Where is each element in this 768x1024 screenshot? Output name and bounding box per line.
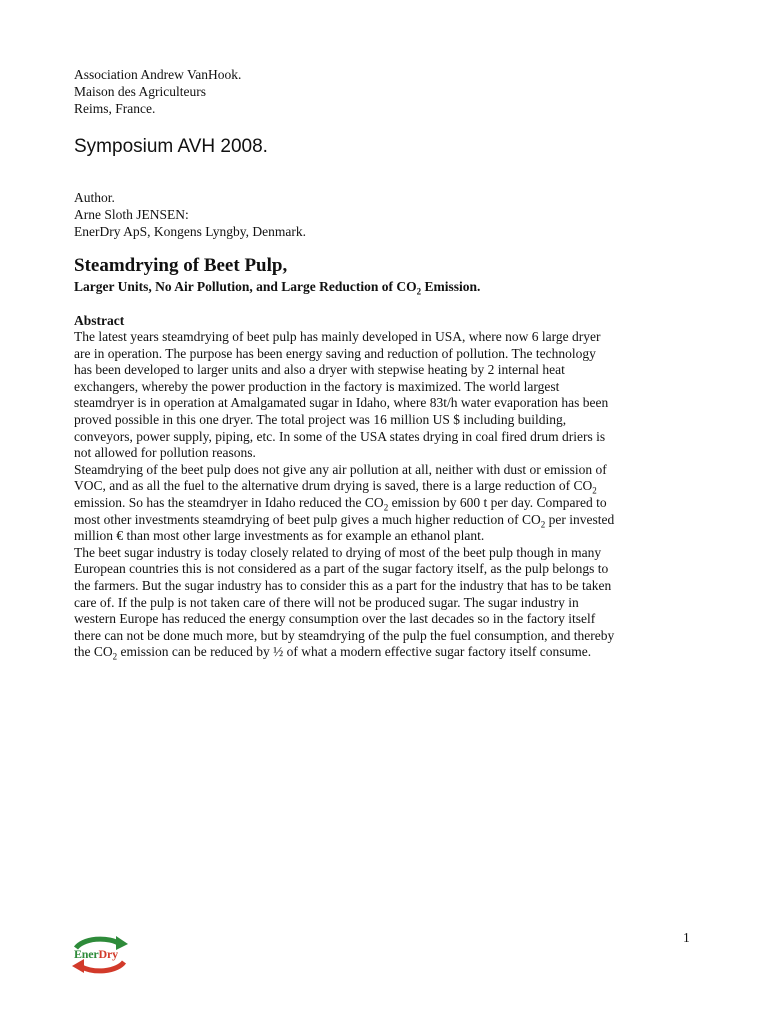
abstract-paragraph-2: Steamdrying of the beet pulp does not give any air pollution at all, neither with dust or emission of VOC, and as all the fuel to the alternative drum drying is saved, there is a large reduction of $CO_2$ emission. So has the steamdryer in Idaho reduced the $CO_2$ emission by 600 t per day. Compared to most other investments steamdrying of beet pulp gives a much higher reduction of $CO_2$ per invested million € than most other large investments as for example an ethanol plant. <box>74 461 615 544</box>
organizer-address <box>74 66 241 117</box>
enerdry-logo <box>68 930 132 980</box>
paper-subtitle: Larger Units, No Air Pollution, and Large Reduction of $CO_2$ Emission. <box>74 279 481 297</box>
logo-wordmark: EnerDry <box>74 947 118 961</box>
paper-title: Steamdrying of Beet Pulp, <box>74 255 288 276</box>
author-block <box>74 189 306 240</box>
abstract-paragraph-1: The latest years steamdrying of beet pulp has mainly developed in USA, where now 6 large dryer are in operation. The purpose has been energy saving and reduction of pollution. The technology has been developed to larger units and also a dryer with stepwise heating by 2 internal heat exchangers, whereby the power production in the factory is maximized. The world largest steamdryer is in operation at Amalgamated sugar in Idaho, where 83t/h water evaporation has been proved possible in this one dryer. The total project was 16 million US $ including building, conveyors, power supply, piping, etc. In some of the USA states drying in coal fired drum driers is not allowed for pollution reasons. <box>74 329 609 461</box>
author-affiliation: EnerDry ApS, Kongens Lyngby, Denmark. <box>74 224 306 239</box>
symposium-title: Symposium AVH 2008. <box>74 136 268 157</box>
author-label: Author. <box>74 190 115 205</box>
abstract-heading: Abstract <box>74 313 125 328</box>
abstract-body <box>74 329 696 661</box>
author-name: Arne Sloth JENSEN: <box>74 207 189 222</box>
address-line: Reims, France. <box>74 101 156 116</box>
address-line: Maison des Agriculteurs <box>74 84 206 99</box>
address-line: Association Andrew VanHook. <box>74 67 242 82</box>
abstract-paragraph-3: The beet sugar industry is today closely related to drying of most of the beet pulp though in many European countries this is not considered as a part of the sugar factory itself, as the pulp belongs to the farmers. But the sugar industry has to consider this as a part for the industry that has to be taken care of. If the pulp is not taken care of there will not be produced sugar. The sugar industry in western Europe has reduced the energy consumption over the last decades so in the factory itself there can not be done much more, but by steamdrying of the pulp the fuel consumption, and thereby the $CO_2$ emission can be reduced by ½ of what a modern effective sugar factory itself consume. <box>74 544 615 662</box>
page-number: 1 <box>683 930 690 945</box>
